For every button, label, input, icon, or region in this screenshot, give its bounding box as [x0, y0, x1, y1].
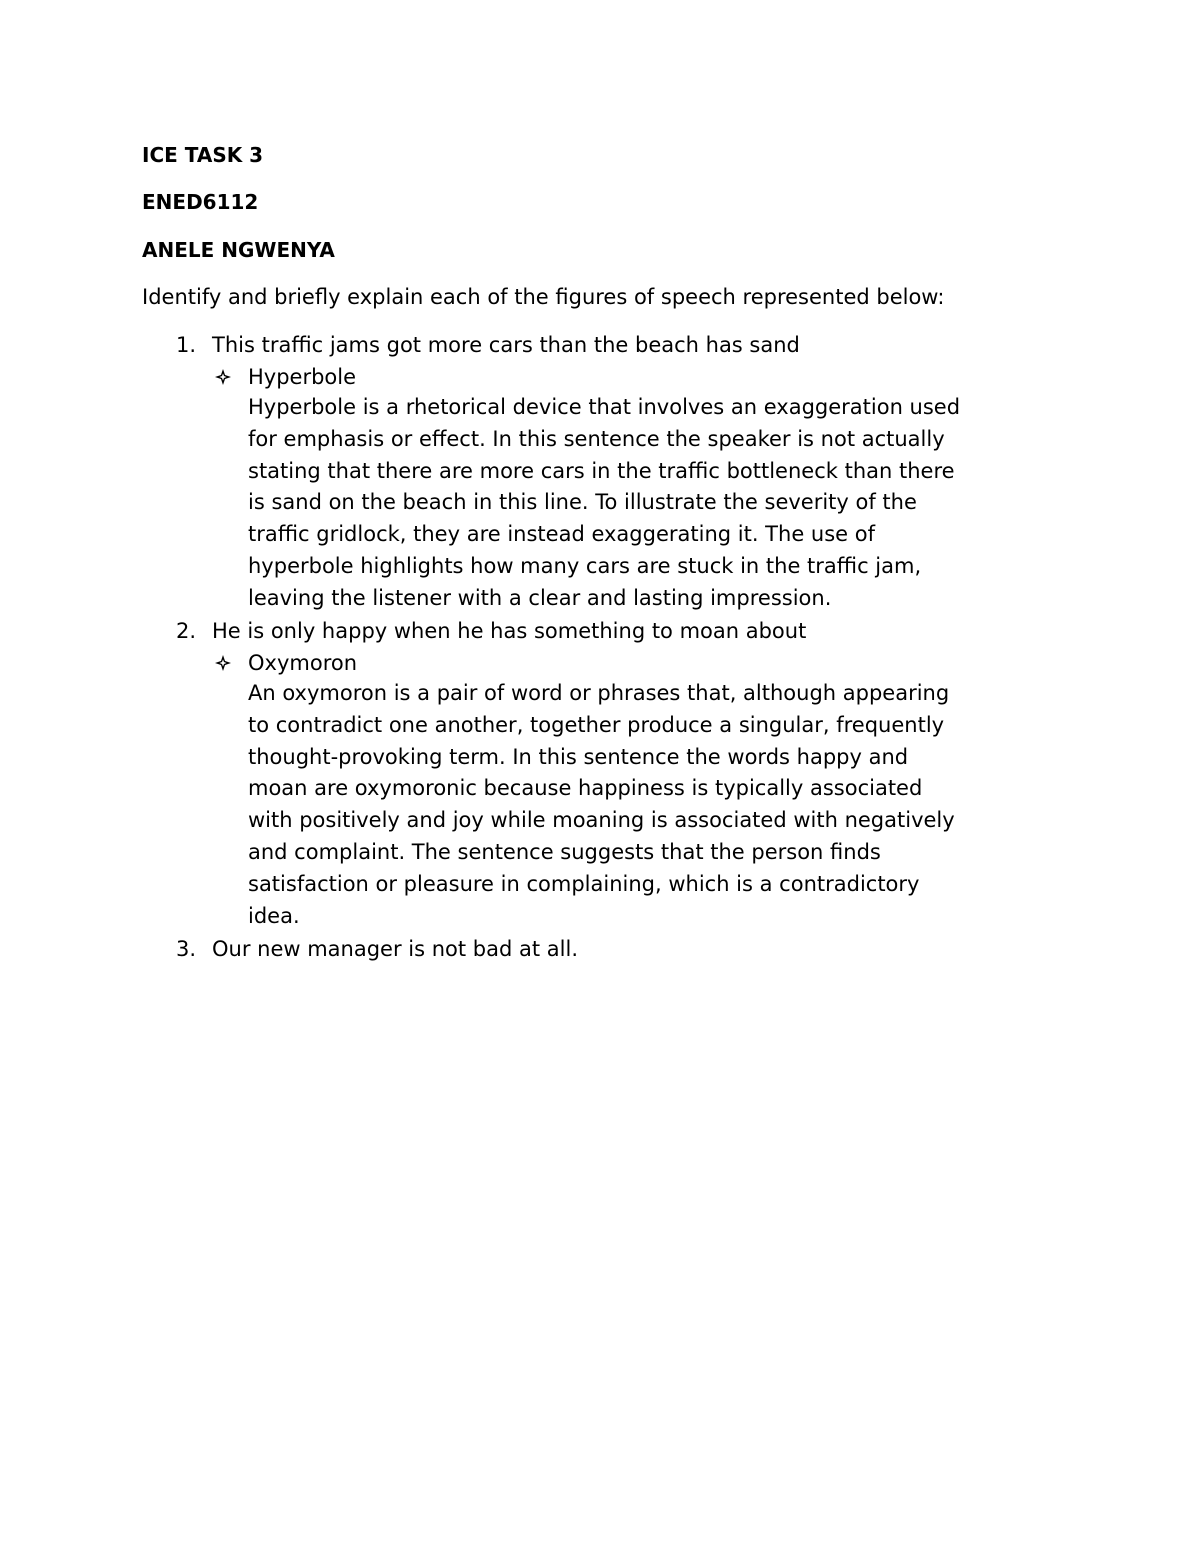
list-item-sentence: This traffic jams got more cars than the beach has sand — [212, 333, 800, 357]
list-item-number: 3. — [176, 937, 197, 961]
diamond-bullet-icon — [213, 361, 233, 393]
explanation-line: with positively and joy while moaning is associated with negatively — [248, 808, 955, 833]
explanation-line: satisfaction or pleasure in complaining, which is a contradictory — [248, 871, 920, 896]
figure-label: Hyperbole — [248, 365, 357, 389]
explanation-line: and complaint. The sentence suggests that the person finds — [248, 839, 881, 864]
explanation-line: thought-provoking term. In this sentence the words happy and — [248, 744, 909, 769]
explanation-line: An oxymoron is a pair of word or phrases that, although appearing — [248, 681, 950, 705]
list-item-sentence: He is only happy when he has something to moan about — [212, 619, 807, 643]
explanation-line: stating that there are more cars in the traffic bottleneck than there — [248, 458, 955, 483]
explanation-line: to contradict one another, together produce a singular, frequently — [248, 712, 945, 737]
explanation-block — [248, 392, 960, 615]
diamond-bullet-icon — [213, 647, 233, 679]
explanation-line: leaving the listener with a clear and lasting impression. — [248, 585, 832, 610]
explanation-line: Hyperbole is a rhetorical device that involves an exaggeration used — [248, 395, 961, 419]
figure-label: Oxymoron — [248, 651, 358, 675]
explanation-line: moan are oxymoronic because happiness is typically associated — [248, 776, 923, 801]
list-item-number: 1. — [176, 333, 197, 357]
explanation-line: for emphasis or effect. In this sentence the speaker is not actually — [248, 426, 945, 451]
task-title: ICE TASK 3 — [142, 143, 264, 167]
course-code: ENED6112 — [142, 190, 259, 214]
instruction-text: Identify and briefly explain each of the figures of speech represented below: — [142, 285, 945, 309]
explanation-line: hyperbole highlights how many cars are stuck in the traffic jam, — [248, 553, 922, 578]
explanation-line: idea. — [248, 903, 300, 928]
student-name: ANELE NGWENYA — [142, 238, 335, 262]
list-item-number: 2. — [176, 619, 197, 643]
explanation-block — [248, 678, 955, 932]
explanation-line: traffic gridlock, they are instead exaggerating it. The use of — [248, 522, 875, 547]
list-item-sentence: Our new manager is not bad at all. — [212, 937, 579, 961]
explanation-line: is sand on the beach in this line. To illustrate the severity of the — [248, 490, 917, 515]
